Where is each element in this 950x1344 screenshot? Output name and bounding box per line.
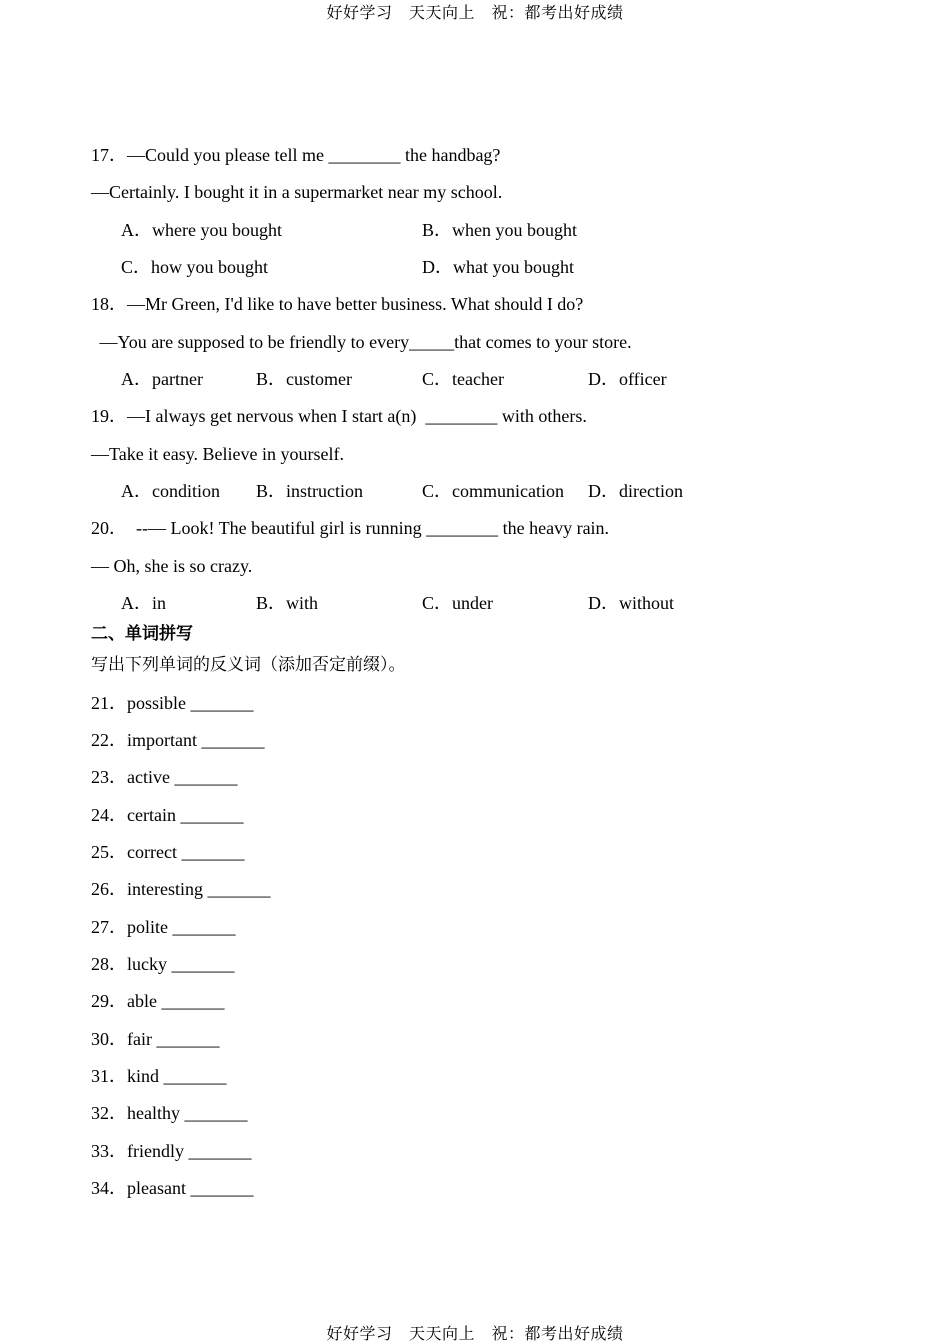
question-18-option-d: D．officer (588, 369, 667, 389)
section-2-instruction: 写出下列单词的反义词（添加否定前缀）。 (91, 655, 406, 675)
question-17-option-a: A．where you bought (121, 220, 282, 240)
word-item-33: 33．friendly _______ (91, 1141, 252, 1161)
question-19-stem: 19．—I always get nervous when I start a(n) ________ with others. (91, 406, 587, 426)
question-19-option-a: A．condition (121, 481, 220, 501)
question-19-option-b: B．instruction (256, 481, 363, 501)
word-item-25: 25．correct _______ (91, 842, 245, 862)
page-footer: 好好学习 天天向上 祝：都考出好成绩 (326, 1324, 624, 1343)
question-19-reply: —Take it easy. Believe in yourself. (91, 444, 344, 464)
word-item-23: 23．active _______ (91, 767, 238, 787)
word-item-27: 27．polite _______ (91, 917, 236, 937)
question-20-option-d: D．without (588, 593, 675, 613)
question-20-reply: — Oh, she is so crazy. (91, 556, 253, 576)
word-item-29: 29．able _______ (91, 991, 225, 1011)
question-19-option-c: C．communication (422, 481, 564, 501)
word-item-30: 30．fair _______ (91, 1029, 220, 1049)
word-item-32: 32．healthy _______ (91, 1103, 248, 1123)
question-20-option-c: C．under (422, 593, 493, 613)
question-18-option-b: B．customer (256, 369, 352, 389)
question-19-option-d: D．direction (588, 481, 683, 501)
word-item-22: 22．important _______ (91, 730, 265, 750)
page-header: 好好学习 天天向上 祝：都考出好成绩 (326, 3, 624, 22)
question-17-stem: 17．—Could you please tell me ________ the handbag? (91, 145, 501, 165)
question-17-option-d: D．what you bought (422, 257, 574, 277)
question-20-option-b: B．with (256, 593, 319, 613)
word-item-28: 28．lucky _______ (91, 954, 235, 974)
section-2-title: 二、单词拼写 (91, 624, 193, 644)
word-item-24: 24．certain _______ (91, 805, 244, 825)
question-18-option-c: C．teacher (422, 369, 504, 389)
question-20-option-a: A．in (121, 593, 166, 613)
word-item-26: 26．interesting _______ (91, 879, 271, 899)
question-20-stem: 20． --— Look! The beautiful girl is running ________ the heavy rain. (91, 518, 610, 538)
question-18-option-a: A．partner (121, 369, 203, 389)
question-17-option-b: B．when you bought (422, 220, 577, 240)
question-17-reply: —Certainly. I bought it in a supermarket near my school. (91, 182, 503, 202)
question-18-reply: —You are supposed to be friendly to every_____that comes to your store. (95, 332, 632, 352)
word-item-21: 21．possible _______ (91, 693, 254, 713)
word-item-34: 34．pleasant _______ (91, 1178, 254, 1198)
question-17-option-c: C．how you bought (121, 257, 269, 277)
word-item-31: 31．kind _______ (91, 1066, 227, 1086)
question-18-stem: 18．—Mr Green, I'd like to have better business. What should I do? (91, 294, 584, 314)
